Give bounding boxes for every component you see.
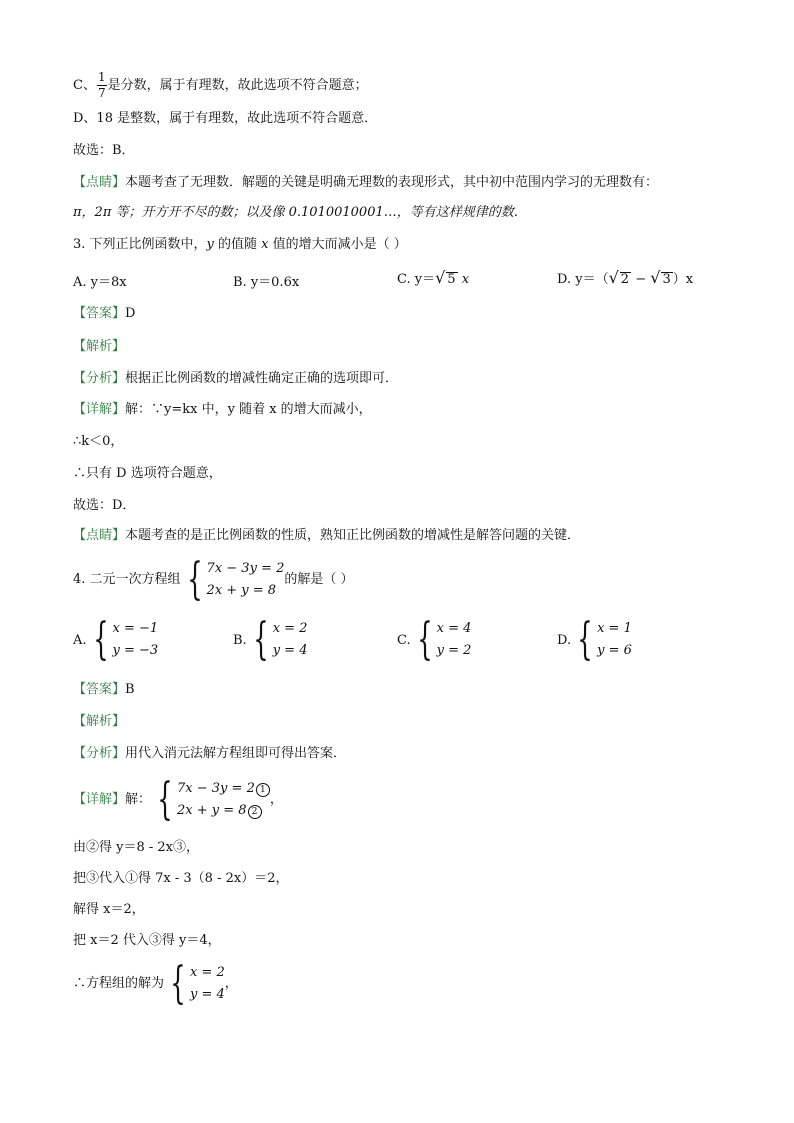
q3-option-d-minus: − bbox=[631, 272, 651, 287]
xiangjie-text: 解： bbox=[125, 792, 152, 807]
q3-option-c bbox=[397, 268, 469, 287]
fenxi-tag: 【分析】 bbox=[73, 371, 126, 386]
fenxi-tag: 【分析】 bbox=[73, 746, 126, 761]
q4-step-2: 把③代入①得 7x - 3（8 - 2x）＝2， bbox=[73, 871, 289, 886]
dianjing-text: 本题考查了无理数．解题的关键是明确无理数的表现形式，其中初中范围内学习的无理数有： bbox=[125, 175, 659, 190]
q3-stem-b: 的值随 bbox=[213, 237, 262, 252]
q3-option-d bbox=[557, 268, 693, 287]
q4-step-3: 解得 x＝2， bbox=[73, 902, 145, 917]
brace-icon: { bbox=[186, 553, 203, 605]
q4-result-system bbox=[164, 957, 225, 1009]
brace-icon: { bbox=[170, 957, 186, 1009]
q4-step-4: 把 x＝2 代入③得 y＝4， bbox=[73, 933, 221, 948]
option-c-prefix: C、 bbox=[73, 78, 96, 93]
q4-step-5 bbox=[73, 957, 238, 1009]
q4-option-c bbox=[397, 614, 472, 665]
q4-option-d bbox=[557, 614, 632, 665]
q3-option-d-post: ）x bbox=[672, 272, 694, 287]
q4-d-eq-2: y = 6 bbox=[597, 643, 632, 658]
q4-stem-a: 4. 二元一次方程组 bbox=[73, 572, 181, 587]
q4-sol-eq-1: 7x − 3y = 2 bbox=[177, 780, 255, 796]
q3-fenxi bbox=[73, 370, 398, 388]
q4-sol-eq-2: 2x + y = 8 bbox=[177, 802, 247, 818]
q4-step-5-pre: ∴方程组的解为 bbox=[73, 976, 165, 991]
q3-stem bbox=[73, 236, 407, 254]
q4-res-eq-2: y = 4 bbox=[190, 986, 225, 1002]
dianjing-text: 本题考查的是正比例函数的性质，熟知正比例函数的增减性是解答问题的关键． bbox=[125, 528, 581, 543]
q4-solution-system bbox=[151, 773, 270, 825]
dianjing-tag: 【点睛】 bbox=[73, 175, 126, 190]
q4-a-eq-1: x = −1 bbox=[112, 621, 159, 636]
q4-option-a bbox=[73, 614, 159, 665]
q3-xiangjie bbox=[73, 401, 372, 419]
q3-stem-x: x bbox=[261, 237, 269, 252]
q3-stem-y: y bbox=[206, 237, 214, 252]
q3-answer bbox=[73, 305, 135, 323]
q4-c-eq-1: x = 4 bbox=[436, 621, 472, 636]
q4-step-5-post: ， bbox=[224, 976, 238, 991]
sqrt-symbol: √ bbox=[435, 268, 446, 287]
q4-a-eq-2: y = −3 bbox=[112, 643, 159, 658]
brace-icon: { bbox=[157, 773, 173, 825]
q3-choice: 故选：D． bbox=[73, 498, 136, 513]
dianjing-tag: 【点睛】 bbox=[73, 528, 126, 543]
q4-option-b bbox=[233, 614, 308, 665]
q3-option-d-radicand-2: 3 bbox=[662, 272, 671, 287]
q3-stem-c: 值的增大而减小是（ ） bbox=[268, 237, 407, 252]
q4-stem bbox=[73, 553, 354, 605]
q4-stem-b: 的解是（ ） bbox=[284, 572, 354, 587]
brace-icon: { bbox=[416, 614, 433, 665]
q3-dianjing bbox=[73, 527, 580, 545]
q3-stem-a: 3. 下列正比例函数中， bbox=[73, 237, 207, 252]
xiangjie-tag: 【详解】 bbox=[73, 792, 126, 807]
q4-answer bbox=[73, 681, 135, 699]
fraction-numerator: 1 bbox=[97, 70, 106, 84]
q4-d-eq-1: x = 1 bbox=[597, 621, 632, 636]
q3-option-c-pre: C. y＝ bbox=[397, 272, 436, 287]
q4-sol-eq-2-row bbox=[177, 800, 270, 822]
option-c-text: 是分数，属于有理数，故此选项不符合题意； bbox=[107, 78, 368, 93]
fraction-one-seventh bbox=[97, 70, 107, 101]
q4-eq-2: 2x + y = 8 bbox=[206, 582, 277, 598]
fenxi-text: 用代入消元法解方程组即可得出答案． bbox=[125, 746, 347, 761]
q4-option-a-label: A. bbox=[73, 632, 87, 648]
q3-step-2: ∴只有 D 选项符合题意， bbox=[73, 466, 222, 481]
q4-option-d-label: D. bbox=[557, 632, 572, 648]
prev-dianjing bbox=[73, 174, 658, 192]
q3-option-d-pre: D. y＝（ bbox=[557, 272, 609, 287]
q4-c-eq-2: y = 2 bbox=[436, 643, 472, 658]
q3-step-1: ∴k＜0， bbox=[73, 434, 124, 449]
answer-tag: 【答案】 bbox=[73, 306, 126, 321]
answer-value: B bbox=[125, 682, 135, 697]
q4-b-eq-2: y = 4 bbox=[272, 643, 308, 658]
sqrt-symbol: √ bbox=[608, 268, 619, 287]
q4-fenxi bbox=[73, 745, 346, 763]
prev-choice: 故选：B． bbox=[73, 143, 135, 158]
q4-res-eq-1: x = 2 bbox=[190, 964, 225, 980]
q4-sol-eq-1-row bbox=[177, 778, 270, 800]
brace-icon: { bbox=[577, 614, 593, 665]
q4-b-eq-1: x = 2 bbox=[272, 621, 308, 636]
circled-one-icon: 1 bbox=[256, 783, 270, 797]
q4-sol-comma: ， bbox=[269, 792, 283, 807]
option-c-explanation bbox=[73, 70, 368, 101]
answer-tag: 【答案】 bbox=[73, 682, 126, 697]
circled-two-icon: 2 bbox=[248, 805, 262, 819]
q3-option-c-radicand: 5 bbox=[447, 272, 456, 287]
q3-jiexi: 【解析】 bbox=[73, 339, 126, 354]
fenxi-text: 根据正比例函数的增减性确定正确的选项即可． bbox=[125, 371, 399, 386]
q3-option-b: B. y＝0.6x bbox=[233, 275, 300, 290]
q3-option-d-radicand-1: 2 bbox=[620, 272, 630, 287]
option-d-explanation: D、18 是整数，属于有理数，故此选项不符合题意． bbox=[73, 111, 378, 126]
q3-option-c-post: x bbox=[461, 272, 470, 287]
q4-step-1: 由②得 y＝8 - 2x③， bbox=[73, 840, 200, 855]
q4-jiexi: 【解析】 bbox=[73, 714, 126, 729]
brace-icon: { bbox=[252, 614, 269, 665]
q3-option-a: A. y＝8x bbox=[73, 275, 127, 290]
xiangjie-text: 解：∵y=kx 中，y 随着 x 的增大而减小， bbox=[125, 402, 372, 417]
brace-icon: { bbox=[92, 614, 109, 665]
q4-option-b-label: B. bbox=[233, 632, 247, 648]
xiangjie-tag: 【详解】 bbox=[73, 402, 126, 417]
sqrt-symbol: √ bbox=[650, 268, 661, 287]
prev-dianjing-cont: π，2π 等；开方开不尽的数；以及像 0.1010010001…，等有这样规律的数． bbox=[73, 205, 527, 220]
q4-eq-1: 7x − 3y = 2 bbox=[206, 560, 285, 576]
q4-equation-system bbox=[181, 553, 285, 605]
q4-option-c-label: C. bbox=[397, 632, 411, 648]
answer-value: D bbox=[125, 306, 136, 321]
q4-xiangjie bbox=[73, 773, 283, 825]
fraction-denominator: 7 bbox=[97, 86, 106, 100]
